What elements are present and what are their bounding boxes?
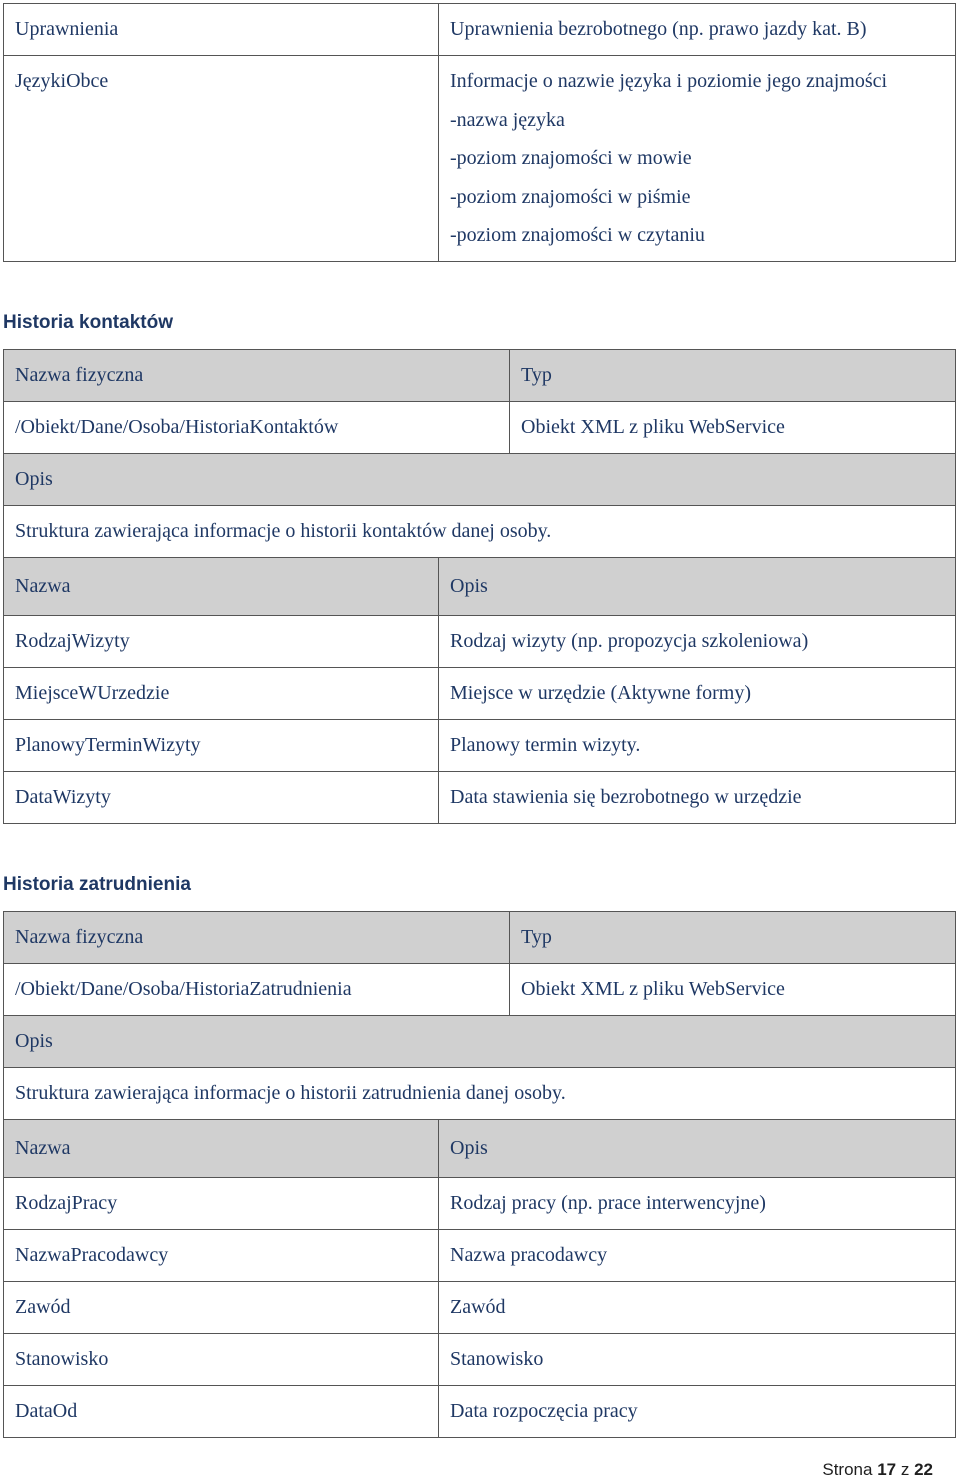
col-header-name: Nazwa — [4, 558, 439, 616]
label-physical-name: Nazwa fizyczna — [4, 912, 510, 964]
field-name: PlanowyTerminWizyty — [4, 720, 439, 772]
field-desc: Rodzaj wizyty (np. propozycja szkoleniowa) — [439, 616, 956, 668]
label-description: Opis — [4, 1016, 956, 1068]
col-header-name: Nazwa — [4, 1120, 439, 1178]
field-name: DataWizyty — [4, 772, 439, 824]
field-desc: Stanowisko — [439, 1334, 956, 1386]
field-desc: Miejsce w urzędzie (Aktywne formy) — [439, 668, 956, 720]
table-row — [4, 1386, 956, 1438]
description-value: Struktura zawierająca informacje o historii kontaktów danej osoby. — [4, 506, 956, 558]
field-desc: Data stawienia się bezrobotnego w urzędzie — [439, 772, 956, 824]
field-name: RodzajWizyty — [4, 616, 439, 668]
footer-separator: z — [900, 1460, 910, 1479]
table-row — [4, 720, 956, 772]
table-row — [4, 454, 956, 506]
historia-zatrudnienia-fields-table — [3, 1119, 956, 1438]
table-row — [4, 964, 956, 1016]
field-name: DataOd — [4, 1386, 439, 1438]
table-row — [4, 668, 956, 720]
table-header-row — [4, 558, 956, 616]
description-value: Struktura zawierająca informacje o historii zatrudnienia danej osoby. — [4, 1068, 956, 1120]
field-name: MiejsceWUrzedzie — [4, 668, 439, 720]
table-row — [4, 1334, 956, 1386]
table-row — [4, 402, 956, 454]
type-value: Obiekt XML z pliku WebService — [510, 402, 956, 454]
footer-page-number: 17 — [877, 1460, 897, 1479]
field-desc — [439, 56, 956, 262]
type-value: Obiekt XML z pliku WebService — [510, 964, 956, 1016]
table-row — [4, 1178, 956, 1230]
historia-kontaktow-header-table — [3, 349, 956, 558]
col-header-desc: Opis — [439, 1120, 956, 1178]
field-name: Zawód — [4, 1282, 439, 1334]
field-name — [4, 56, 439, 262]
table-row — [4, 1230, 956, 1282]
physical-name-value: /Obiekt/Dane/Osoba/HistoriaZatrudnienia — [4, 964, 510, 1016]
col-header-desc: Opis — [439, 558, 956, 616]
field-desc: Nazwa pracodawcy — [439, 1230, 956, 1282]
table-row — [4, 506, 956, 558]
page-footer — [822, 1460, 933, 1480]
footer-prefix: Strona — [822, 1460, 873, 1479]
desc-line: -poziom znajomości w mowie — [450, 147, 692, 169]
table-row — [4, 912, 956, 964]
table-row — [4, 1016, 956, 1068]
table-row — [4, 616, 956, 668]
field-desc: Zawód — [439, 1282, 956, 1334]
desc-line: -poziom znajomości w piśmie — [450, 185, 691, 208]
field-desc: Planowy termin wizyty. — [439, 720, 956, 772]
desc-line: -nazwa języka — [450, 108, 565, 131]
table-row — [4, 350, 956, 402]
field-name: RodzajPracy — [4, 1178, 439, 1230]
table-row — [4, 1282, 956, 1334]
label-type: Typ — [510, 350, 956, 402]
label-physical-name: Nazwa fizyczna — [4, 350, 510, 402]
footer-total-pages: 22 — [914, 1460, 933, 1479]
table-row — [4, 4, 956, 56]
desc-line: Informacje o nazwie języka i poziomie jego znajmości — [450, 70, 888, 92]
physical-name-value: /Obiekt/Dane/Osoba/HistoriaKontaktów — [4, 402, 510, 454]
table-header-row — [4, 1120, 956, 1178]
section-title-historia-kontaktow: Historia kontaktów — [3, 312, 173, 333]
historia-kontaktow-fields-table — [3, 557, 956, 824]
field-desc: Uprawnienia bezrobotnego (np. prawo jazdy kat. B) — [439, 4, 956, 56]
historia-zatrudnienia-header-table — [3, 911, 956, 1120]
field-desc: Data rozpoczęcia pracy — [439, 1386, 956, 1438]
field-name: NazwaPracodawcy — [4, 1230, 439, 1282]
permissions-table — [3, 3, 956, 262]
section-title-historia-zatrudnienia: Historia zatrudnienia — [3, 874, 191, 895]
field-name: Uprawnienia — [4, 4, 439, 56]
label-type: Typ — [510, 912, 956, 964]
desc-line: -poziom znajomości w czytaniu — [450, 224, 705, 246]
field-name-text: JęzykiObce — [15, 70, 109, 92]
table-row — [4, 772, 956, 824]
table-row — [4, 56, 956, 262]
field-name: Stanowisko — [4, 1334, 439, 1386]
label-description: Opis — [4, 454, 956, 506]
field-desc: Rodzaj pracy (np. prace interwencyjne) — [439, 1178, 956, 1230]
table-row — [4, 1068, 956, 1120]
